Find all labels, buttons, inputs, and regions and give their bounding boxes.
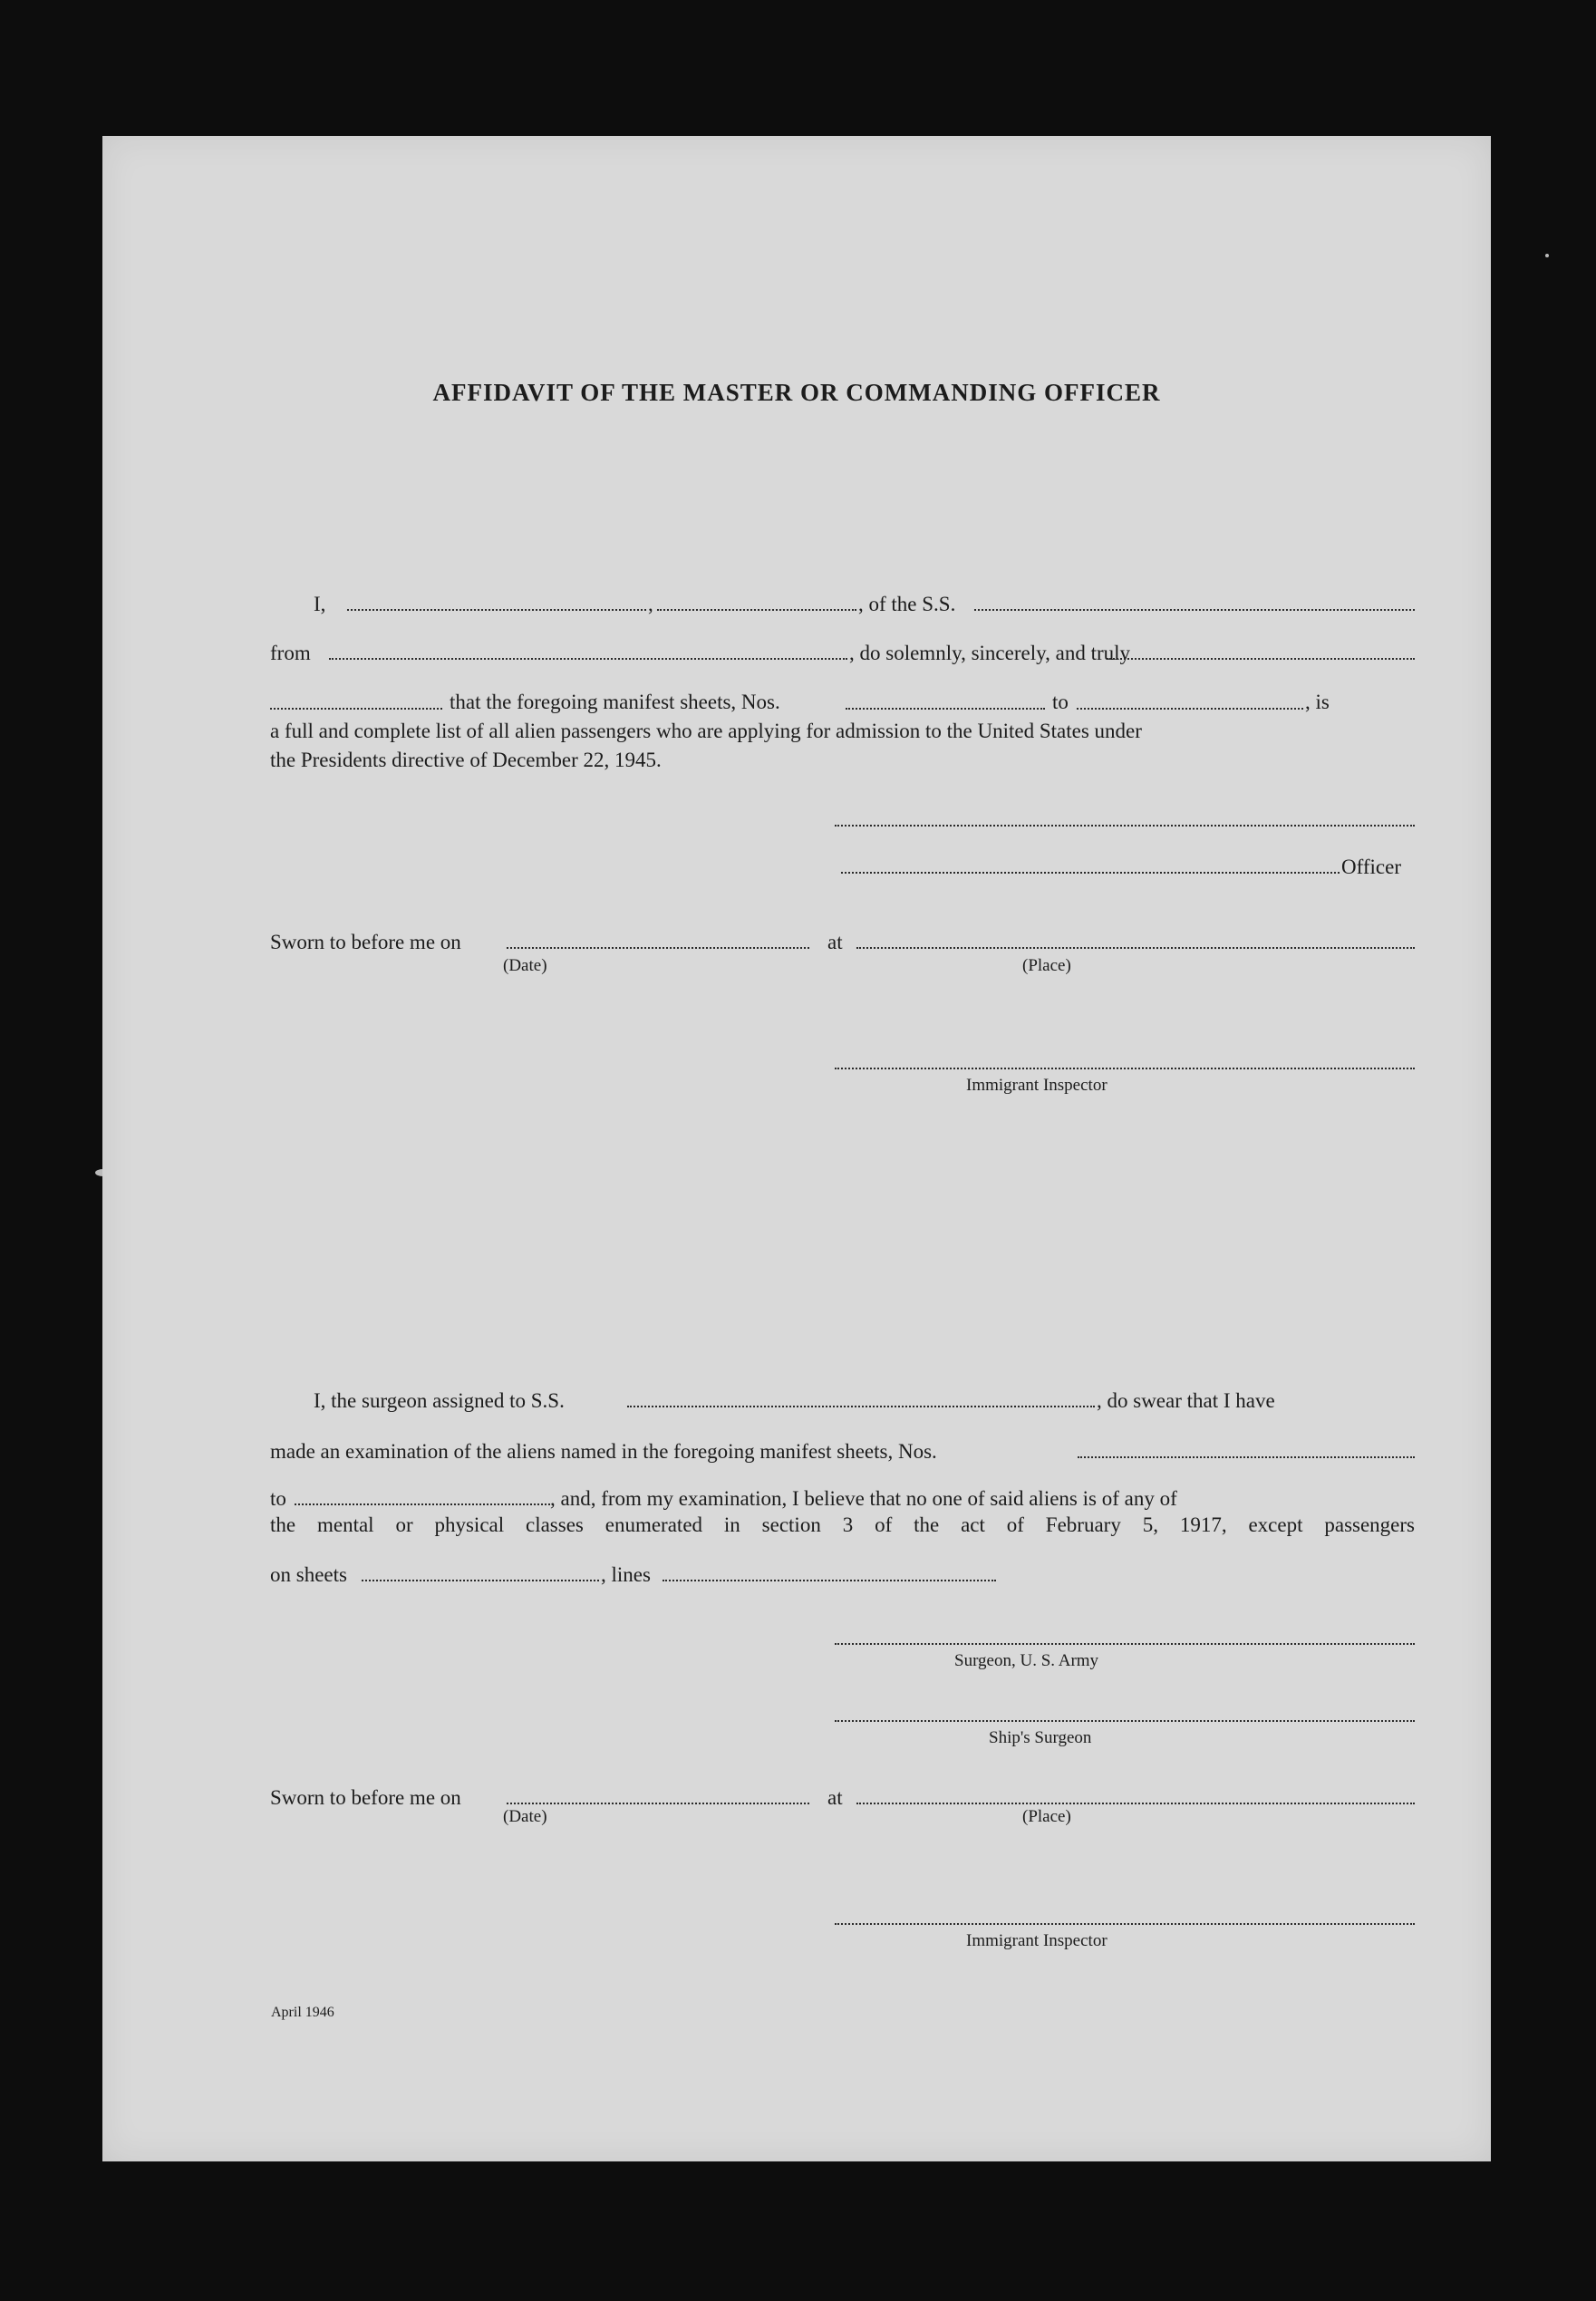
except-lines-field[interactable] (663, 1580, 996, 1581)
of-the-ss-label: , of the S.S. (858, 593, 956, 615)
surgeon-line-1-label: I, the surgeon assigned to S.S. (314, 1389, 565, 1412)
surgeon-line-3: , and, from my examination, I believe that no one of said aliens is of any of (550, 1487, 1177, 1510)
sworn-date-field-1[interactable] (507, 947, 809, 949)
surgeon-line-4: the mental or physical classes enumerated in section 3 of the act of February 5, 1917, except passengers (270, 1513, 1415, 1536)
inspector-caption-2: Immigrant Inspector (966, 1931, 1108, 1950)
place-caption-2: (Place) (1022, 1807, 1071, 1826)
master-i-label: I, (314, 593, 326, 615)
swear-label: , do solemnly, sincerely, and truly (849, 642, 1131, 664)
manifest-from-field[interactable] (846, 708, 1045, 710)
surgeon-sheets-to-field[interactable] (295, 1503, 550, 1505)
statement-line-4: a full and complete list of all alien passengers who are applying for admission to the United States under (270, 720, 1142, 742)
swear-type-field[interactable] (1107, 658, 1415, 660)
lines-label: , lines (601, 1563, 651, 1586)
affidavit-sheet (102, 136, 1491, 2161)
statement-line-5: the Presidents directive of December 22, 1945. (270, 749, 662, 771)
signature-line-upper[interactable] (835, 825, 1415, 827)
surgeon-line-2: made an examination of the aliens named in the foregoing manifest sheets, Nos. (270, 1440, 937, 1463)
sworn-label-1: Sworn to before me on (270, 931, 461, 953)
date-caption-1: (Date) (503, 956, 547, 975)
is-label: , is (1305, 691, 1330, 713)
at-label-1: at (827, 931, 843, 953)
inspector-signature-field-1[interactable] (835, 1068, 1415, 1069)
surgeon-line-1-end: , do swear that I have (1097, 1389, 1275, 1412)
officer-signature-field[interactable] (841, 872, 1340, 874)
sworn-place-field-1[interactable] (856, 947, 1415, 949)
master-title-field[interactable] (657, 609, 856, 611)
inspector-signature-field-2[interactable] (835, 1923, 1415, 1925)
master-statement (270, 717, 1415, 775)
from-label: from (270, 642, 311, 664)
page-title: AFFIDAVIT OF THE MASTER OR COMMANDING OFFICER (432, 379, 1161, 406)
at-label-2: at (827, 1786, 843, 1809)
army-surgeon-signature-field[interactable] (835, 1643, 1415, 1645)
scan-speck (1545, 254, 1549, 257)
sworn-label-2: Sworn to before me on (270, 1786, 461, 1809)
from-port-field[interactable] (329, 658, 847, 660)
army-surgeon-caption: Surgeon, U. S. Army (954, 1651, 1099, 1670)
surgeon-ship-field[interactable] (627, 1406, 1095, 1407)
ship-surgeon-signature-field[interactable] (835, 1720, 1415, 1722)
manifest-to-field[interactable] (1077, 708, 1303, 710)
date-caption-2: (Date) (503, 1807, 547, 1826)
master-name-field[interactable] (347, 609, 646, 611)
except-sheets-field[interactable] (362, 1580, 599, 1581)
master-comma: , (648, 593, 653, 615)
surgeon-to-label: to (270, 1487, 286, 1510)
ship-surgeon-caption: Ship's Surgeon (989, 1728, 1092, 1747)
manifest-to-label: to (1052, 691, 1069, 713)
sworn-date-field-2[interactable] (507, 1803, 809, 1804)
place-caption-1: (Place) (1022, 956, 1071, 975)
sworn-place-field-2[interactable] (856, 1803, 1415, 1804)
ship-name-field[interactable] (974, 609, 1415, 611)
swear-continuation-field[interactable] (270, 708, 442, 710)
on-sheets-label: on sheets (270, 1563, 347, 1586)
manifest-sheets-label: that the foregoing manifest sheets, Nos. (450, 691, 780, 713)
officer-label: Officer (1341, 856, 1401, 878)
surgeon-sheets-from-field[interactable] (1078, 1456, 1415, 1458)
form-date: April 1946 (271, 2005, 334, 2020)
inspector-caption-1: Immigrant Inspector (966, 1076, 1108, 1095)
